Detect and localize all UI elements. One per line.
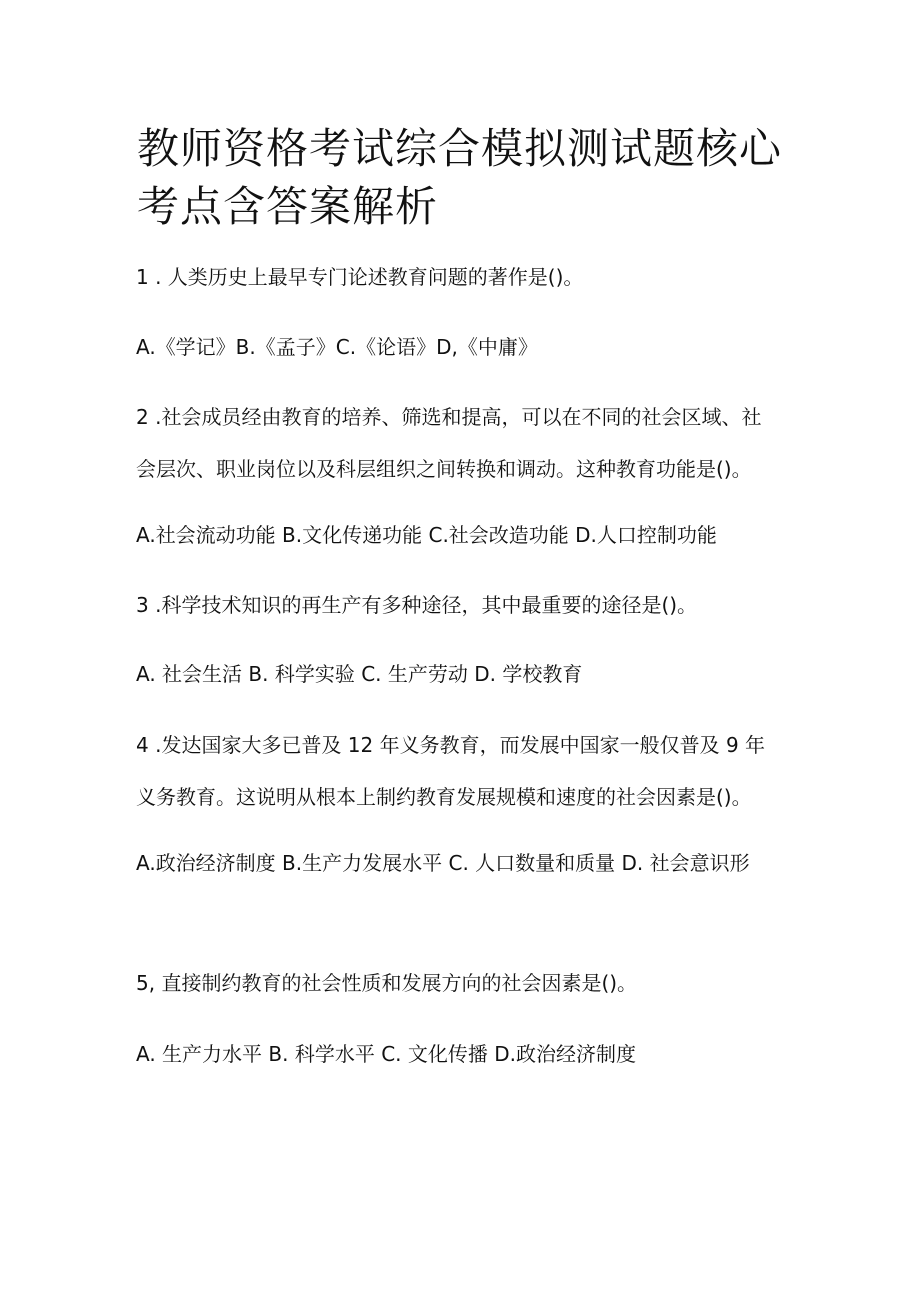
question-1: 1 . 人类历史上最早专门论述教育问题的著作是()。 [136,265,584,289]
question-4-line-2: 义务教育。这说明从根本上制约教育发展规模和速度的社会因素是()。 [136,785,752,809]
question-3: 3 .科学技术知识的再生产有多种途径，其中最重要的途径是()。 [136,593,698,617]
question-3-options: A. 社会生活 B. 科学实验 C. 生产劳动 D. 学校教育 [136,662,583,686]
question-2-line-2: 会层次、职业岗位以及科层组织之间转换和调动。这种教育功能是()。 [136,457,752,481]
question-5: 5, 直接制约教育的社会性质和发展方向的社会因素是()。 [136,971,638,995]
question-2-options: A.社会流动功能 B.文化传递功能 C.社会改造功能 D.人口控制功能 [136,523,717,547]
question-4-line-1: 4 .发达国家大多已普及 12 年义务教育，而发展中国家一般仅普及 9 年 [136,733,766,757]
question-1-options: A.《学记》B.《孟子》C.《论语》D,《中庸》 [136,335,538,359]
question-2-line-1: 2 .社会成员经由教育的培养、筛选和提高，可以在不同的社会区域、社 [136,405,762,429]
question-5-options: A. 生产力水平 B. 科学水平 C. 文化传播 D.政治经济制度 [136,1042,636,1066]
page-title: 教师资格考试综合模拟测试题核心考点含答案解析 [137,124,783,231]
question-4-options: A.政治经济制度 B.生产力发展水平 C. 人口数量和质量 D. 社会意识形 [136,851,750,875]
